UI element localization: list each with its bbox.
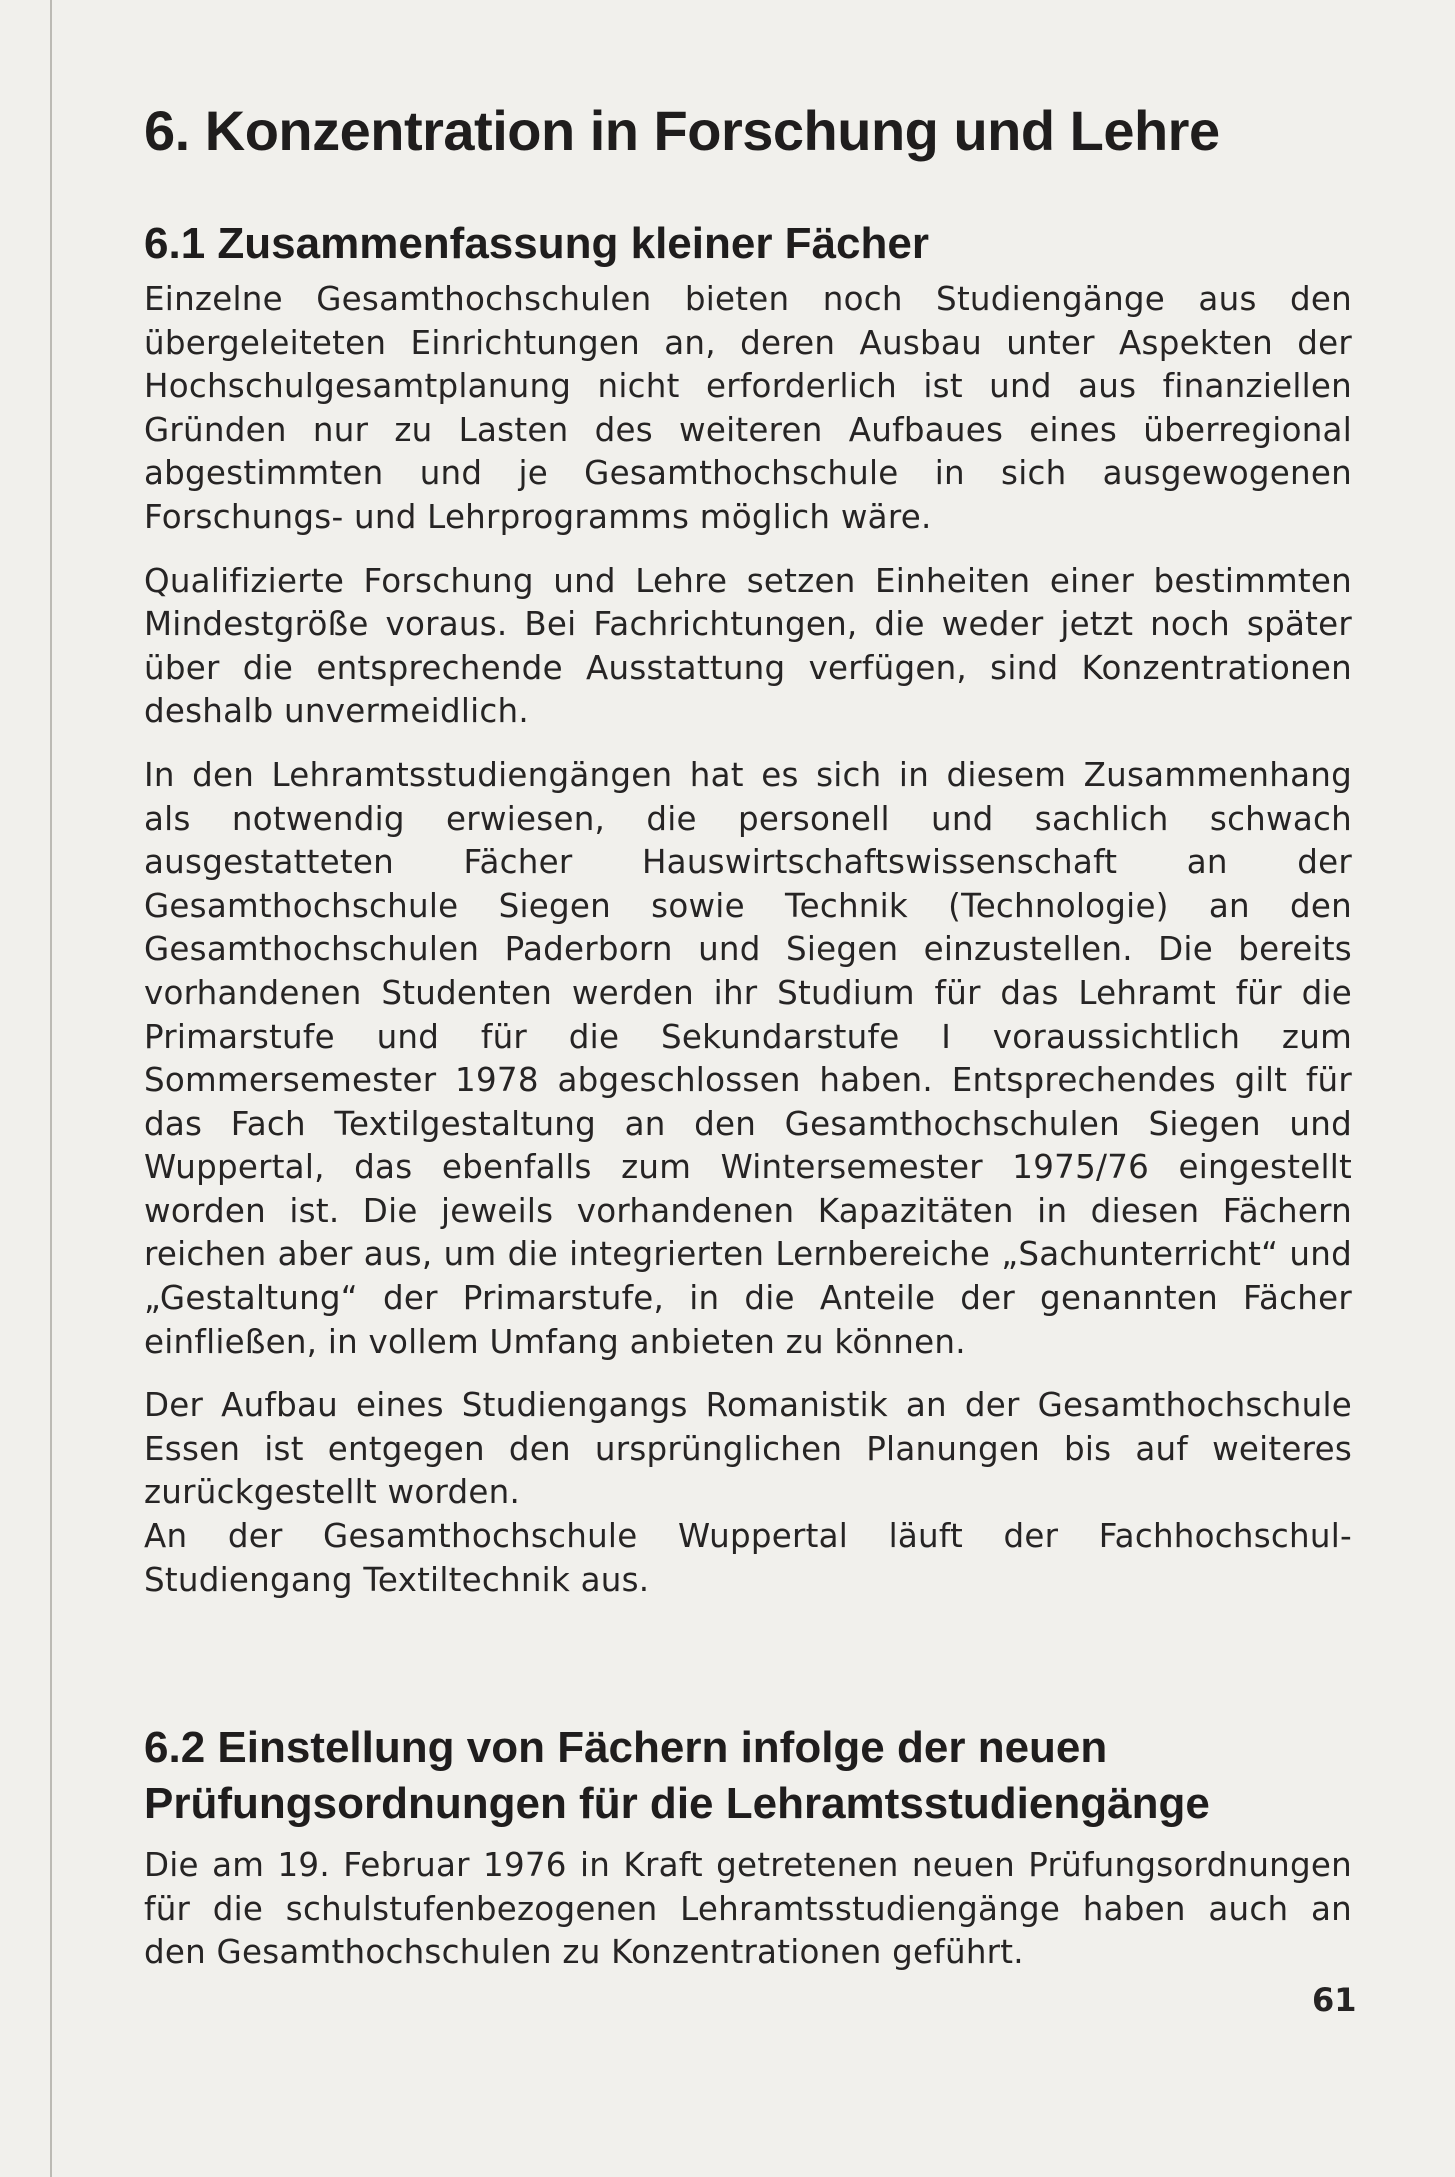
page-content [144,98,1352,1995]
paragraph-pruefungsordnungen: Die am 19. Februar 1976 in Kraft getretenen neuen Prüfungsordnungen für die schulstufenbezogenen Lehramtsstudiengänge haben auch an den Gesamthochschulen zu Konzentrationen geführt. [144,1846,1352,1972]
chapter-title: 6. Konzentration in Forschung und Lehre [144,99,1220,162]
section-title-6-2: 6.2 Einstellung von Fächern infolge der neuen Prüfungsordnungen für die Lehramtsstudiengänge [144,1723,1210,1829]
section-title-6-1: 6.1 Zusammenfassung kleiner Fächer [144,219,929,268]
paragraph-einzelne-gesamthochschulen: Einzelne Gesamthochschulen bieten noch Studiengänge aus den übergeleiteten Einrichtungen an, deren Ausbau unter Aspekten der Hochschulgesamtplanung nicht erforderlich ist und aus finanziellen Gründen nur zu Lasten des weiteren Aufbaues eines überregional abgestimmten und je Gesamthochschule in sich ausgewogenen Forschungs- und Lehrprogramms möglich wäre. [144,280,1352,536]
paragraph-qualifizierte-forschung: Qualifizierte Forschung und Lehre setzen Einheiten einer bestimmten Mindestgröße voraus. Bei Fachrichtungen, die weder jetzt noch später über die entsprechende Ausstattung verfügen, sind Konzentrationen deshalb unvermeidlich. [144,561,1352,731]
paragraph-lehramtsstudiengaenge: In den Lehramtsstudiengängen hat es sich in diesem Zusammenhang als notwendig erwiesen, die personell und sachlich schwach ausgestatteten Fächer Hauswirtschaftswissenschaft an der Gesamthochschule Siegen sowie Technik (Technologie) an den Gesamthochschulen Paderborn und Siegen einzustellen. Die bereits vorhandenen Studenten werden ihr Studium für das Lehramt für die Primarstufe und für die Sekundarstufe I voraussichtlich zum Sommersemester 1978 abgeschlossen haben. Entsprechendes gilt für das Fach Textilgestaltung an den Gesamthochschulen Siegen und Wuppertal, das ebenfalls zum Wintersemester 1975/76 eingestellt worden ist. Die jeweils vorhandenen Kapazitäten in diesen Fächern reichen aber aus, um die integrierten Lernbereiche „Sachunterricht“ und „Gestaltung“ der Primarstufe, in die Anteile der genannten Fächer einfließen, in vollem Umfang anbieten zu können. [144,755,1352,1361]
page-number: 61 [1312,1981,1357,2019]
page-spine-edge [50,0,52,2177]
paragraph-romanistik: Der Aufbau eines Studiengangs Romanistik an der Gesamthochschule Essen ist entgegen den ursprünglichen Planungen bis auf weiteres zurückgestellt worden. [144,1386,1352,1512]
paragraph-textiltechnik: An der Gesamthochschule Wuppertal läuft der Fachhochschul-Studiengang Textiltechnik aus. [144,1517,1352,1599]
